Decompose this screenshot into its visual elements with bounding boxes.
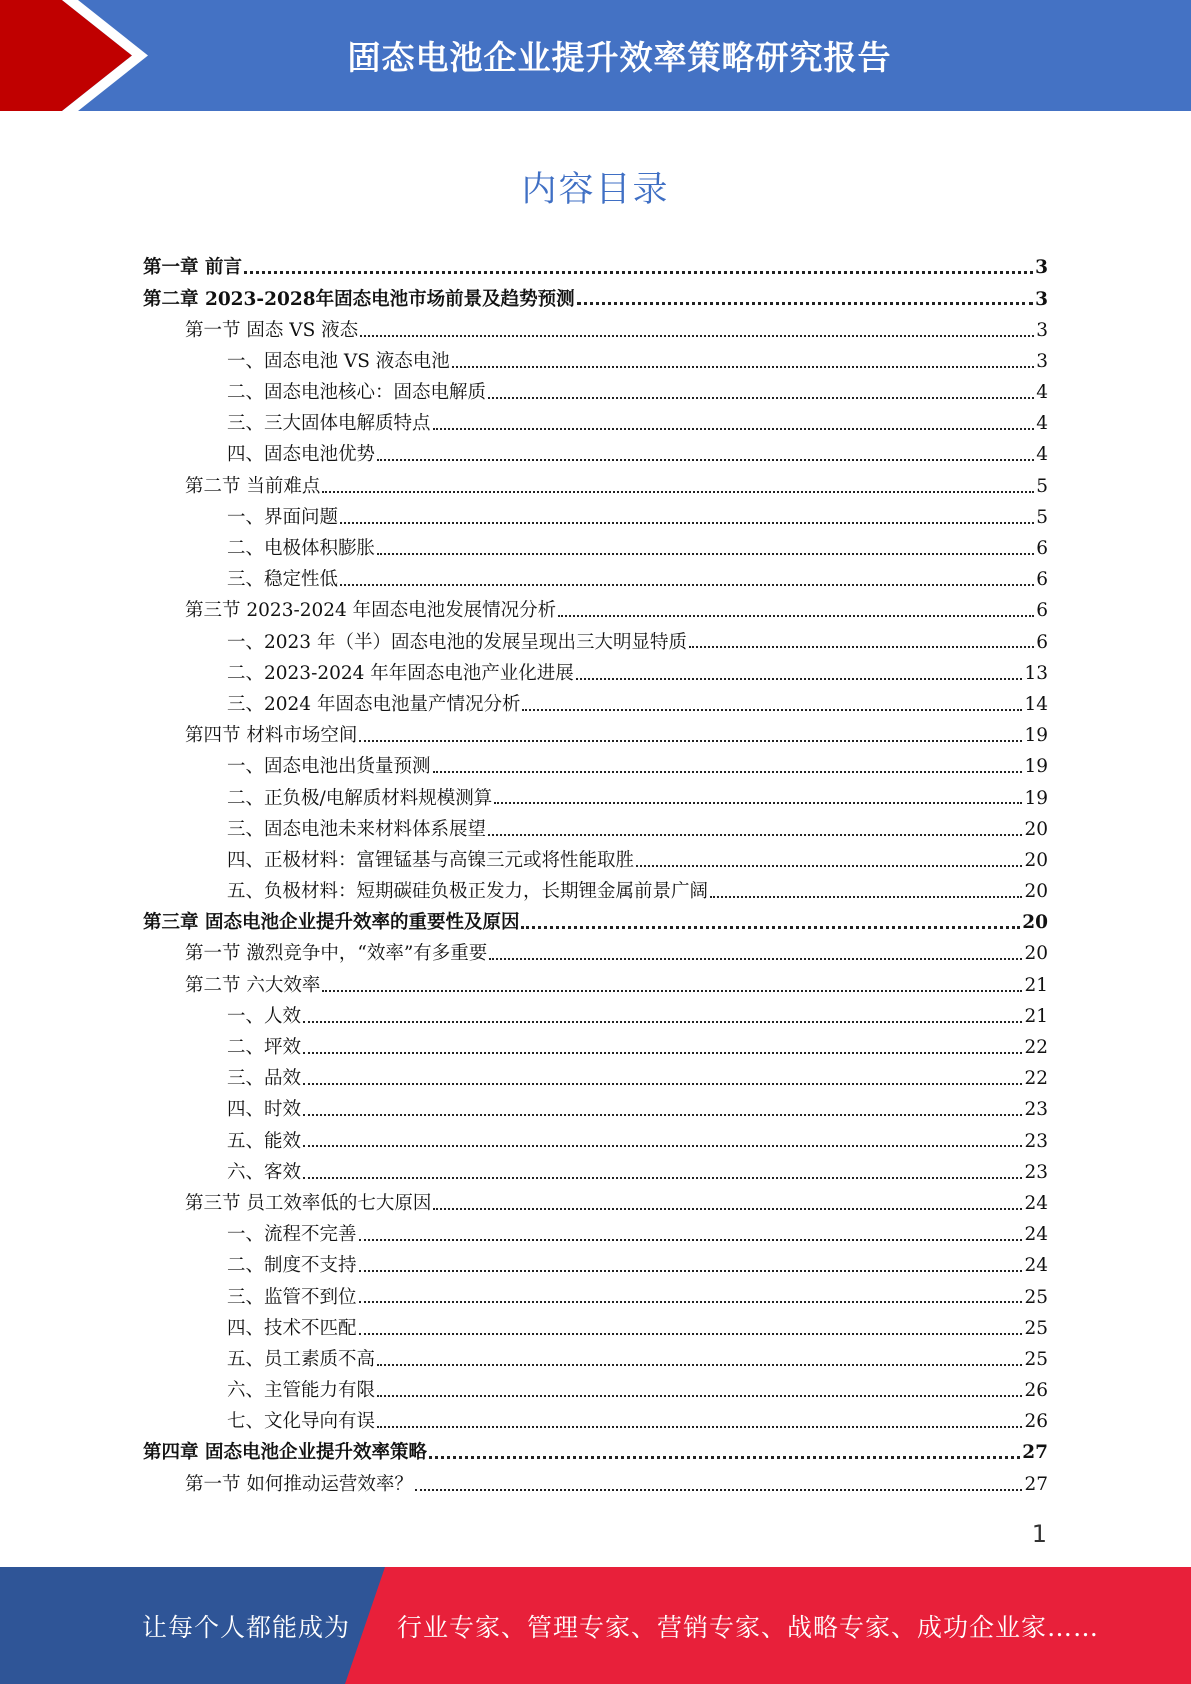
toc-entry-title: 一、固态电池出货量预测 bbox=[227, 756, 431, 778]
toc-entry-page: 27 bbox=[1024, 1473, 1048, 1495]
toc-entry[interactable] bbox=[143, 253, 1048, 284]
toc-entry-title: 一、流程不完善 bbox=[227, 1224, 357, 1246]
toc-entry-page: 20 bbox=[1022, 912, 1048, 934]
toc-dot-leader bbox=[488, 396, 1034, 399]
toc-entry-title: 四、正极材料：富锂锰基与高镍三元或将性能取胜 bbox=[227, 849, 635, 871]
toc-entry-title: 三、稳定性低 bbox=[227, 569, 339, 591]
toc-entry[interactable] bbox=[143, 970, 1048, 1001]
toc-dot-leader bbox=[303, 1082, 1022, 1085]
toc-dot-leader bbox=[359, 739, 1022, 742]
toc-entry-title: 三、监管不到位 bbox=[227, 1286, 357, 1308]
toc-dot-leader bbox=[322, 490, 1034, 493]
toc-entry-title: 五、负极材料：短期碳硅负极正发力，长期锂金属前景广阔 bbox=[227, 881, 709, 903]
toc-dot-leader bbox=[359, 1238, 1023, 1241]
toc-entry[interactable] bbox=[143, 1469, 1048, 1500]
toc-dot-leader bbox=[303, 1113, 1022, 1116]
toc-entry-page: 5 bbox=[1036, 506, 1048, 528]
toc-entry-title: 二、电极体积膨胀 bbox=[227, 538, 376, 560]
toc-entry-page: 3 bbox=[1036, 350, 1048, 372]
toc-dot-leader bbox=[415, 1488, 1023, 1491]
toc-dot-leader bbox=[636, 864, 1022, 867]
toc-entry[interactable] bbox=[143, 1157, 1048, 1188]
toc-entry-title: 一、固态电池 VS 液态电池 bbox=[227, 350, 450, 372]
toc-entry-title: 第一节 激烈竞争中，“效率”有多重要 bbox=[185, 943, 488, 965]
toc-entry-page: 25 bbox=[1024, 1348, 1048, 1370]
toc-entry[interactable] bbox=[143, 1095, 1048, 1126]
table-of-contents bbox=[143, 253, 1048, 1501]
toc-entry-title: 三、品效 bbox=[227, 1068, 302, 1090]
toc-entry[interactable] bbox=[143, 752, 1048, 783]
toc-entry-title: 第二章 2023-2028年固态电池市场前景及趋势预测 bbox=[143, 288, 575, 310]
toc-entry-title: 第二节 六大效率 bbox=[185, 974, 321, 996]
toc-entry[interactable] bbox=[143, 1251, 1048, 1282]
toc-entry-page: 24 bbox=[1024, 1224, 1048, 1246]
toc-entry[interactable] bbox=[143, 908, 1048, 939]
footer-band bbox=[0, 1567, 1191, 1684]
toc-entry-page: 23 bbox=[1024, 1099, 1048, 1121]
toc-entry-title: 第三章 固态电池企业提升效率的重要性及原因 bbox=[143, 912, 520, 934]
toc-entry-title: 第三节 2023-2024 年固态电池发展情况分析 bbox=[185, 600, 557, 622]
toc-dot-leader bbox=[322, 989, 1022, 992]
toc-entry-page: 26 bbox=[1024, 1380, 1048, 1402]
toc-entry[interactable] bbox=[143, 1064, 1048, 1095]
toc-entry[interactable] bbox=[143, 409, 1048, 440]
toc-entry[interactable] bbox=[143, 1438, 1048, 1469]
toc-dot-leader bbox=[340, 521, 1034, 524]
toc-entry-page: 23 bbox=[1024, 1161, 1048, 1183]
toc-entry[interactable] bbox=[143, 690, 1048, 721]
toc-entry-title: 二、2023-2024 年年固态电池产业化进展 bbox=[227, 662, 574, 684]
toc-entry-page: 3 bbox=[1035, 288, 1048, 310]
footer-slogan-left: 让每个人都能成为 bbox=[142, 1612, 351, 1642]
toc-dot-leader bbox=[489, 957, 1022, 960]
toc-dot-leader bbox=[429, 1455, 1020, 1459]
toc-entry-title: 第四章 固态电池企业提升效率策略 bbox=[143, 1442, 427, 1464]
footer-slogan-right: 行业专家、管理专家、营销专家、战略专家、成功企业家…… bbox=[397, 1612, 1100, 1642]
toc-dot-leader bbox=[710, 895, 1022, 898]
toc-entry-title: 二、正负极/电解质材料规模测算 bbox=[227, 787, 493, 809]
toc-dot-leader bbox=[244, 270, 1033, 274]
toc-entry[interactable] bbox=[143, 284, 1048, 315]
toc-entry-page: 22 bbox=[1024, 1037, 1048, 1059]
toc-dot-leader bbox=[576, 677, 1023, 680]
toc-entry-title: 一、界面问题 bbox=[227, 506, 339, 528]
toc-entry[interactable] bbox=[143, 1033, 1048, 1064]
toc-entry[interactable] bbox=[143, 939, 1048, 970]
toc-entry[interactable] bbox=[143, 565, 1048, 596]
toc-dot-leader bbox=[303, 1144, 1022, 1147]
toc-entry[interactable] bbox=[143, 347, 1048, 378]
toc-dot-leader bbox=[377, 458, 1034, 461]
toc-entry-page: 26 bbox=[1024, 1411, 1048, 1433]
toc-entry-title: 一、人效 bbox=[227, 1005, 302, 1027]
toc-entry-title: 七、文化导向有误 bbox=[227, 1411, 376, 1433]
toc-entry-title: 二、坪效 bbox=[227, 1037, 302, 1059]
toc-entry-page: 21 bbox=[1024, 974, 1048, 996]
toc-entry-page: 24 bbox=[1024, 1255, 1048, 1277]
toc-entry[interactable] bbox=[143, 1002, 1048, 1033]
toc-dot-leader bbox=[577, 301, 1034, 305]
toc-entry-page: 19 bbox=[1024, 756, 1048, 778]
toc-dot-leader bbox=[433, 770, 1023, 773]
toc-dot-leader bbox=[522, 708, 1022, 711]
toc-entry-title: 三、固态电池未来材料体系展望 bbox=[227, 818, 487, 840]
toc-dot-leader bbox=[521, 925, 1020, 929]
toc-entry[interactable] bbox=[143, 378, 1048, 409]
toc-entry-title: 一、2023 年（半）固态电池的发展呈现出三大明显特质 bbox=[227, 631, 687, 653]
toc-entry[interactable] bbox=[143, 471, 1048, 502]
toc-entry-page: 20 bbox=[1024, 849, 1048, 871]
toc-dot-leader bbox=[359, 1269, 1023, 1272]
toc-entry-page: 3 bbox=[1036, 319, 1048, 341]
toc-entry-page: 19 bbox=[1024, 725, 1048, 747]
toc-entry-page: 20 bbox=[1024, 818, 1048, 840]
toc-entry-title: 三、三大固体电解质特点 bbox=[227, 413, 431, 435]
toc-entry-page: 27 bbox=[1022, 1442, 1048, 1464]
toc-entry-page: 4 bbox=[1036, 413, 1048, 435]
toc-dot-leader bbox=[377, 1425, 1022, 1428]
toc-entry[interactable] bbox=[143, 1126, 1048, 1157]
toc-entry-title: 二、制度不支持 bbox=[227, 1255, 357, 1277]
toc-entry-title: 五、能效 bbox=[227, 1130, 302, 1152]
toc-entry-page: 13 bbox=[1024, 662, 1048, 684]
toc-dot-leader bbox=[433, 427, 1035, 430]
toc-dot-leader bbox=[452, 365, 1034, 368]
toc-entry-page: 4 bbox=[1036, 382, 1048, 404]
toc-entry-title: 四、时效 bbox=[227, 1099, 302, 1121]
toc-dot-leader bbox=[433, 1207, 1022, 1210]
toc-entry[interactable] bbox=[143, 846, 1048, 877]
toc-dot-leader bbox=[340, 583, 1034, 586]
toc-entry-title: 六、客效 bbox=[227, 1161, 302, 1183]
toc-heading: 内容目录 bbox=[521, 170, 670, 210]
toc-entry-page: 20 bbox=[1024, 943, 1048, 965]
page-number: 1 bbox=[1031, 1520, 1047, 1548]
toc-entry[interactable] bbox=[143, 1282, 1048, 1313]
toc-entry-page: 20 bbox=[1024, 881, 1048, 903]
toc-dot-leader bbox=[494, 801, 1022, 804]
toc-entry-page: 24 bbox=[1024, 1192, 1048, 1214]
toc-entry-page: 6 bbox=[1036, 538, 1048, 560]
toc-entry-title: 第一章 前言 bbox=[143, 257, 242, 279]
toc-dot-leader bbox=[377, 1394, 1022, 1397]
toc-entry-page: 5 bbox=[1036, 475, 1048, 497]
toc-entry-page: 6 bbox=[1036, 569, 1048, 591]
toc-entry-title: 五、员工素质不高 bbox=[227, 1348, 376, 1370]
toc-entry[interactable] bbox=[143, 503, 1048, 534]
toc-dot-leader bbox=[359, 1332, 1023, 1335]
toc-dot-leader bbox=[377, 1363, 1022, 1366]
toc-entry-page: 6 bbox=[1036, 600, 1048, 622]
toc-entry[interactable] bbox=[143, 627, 1048, 658]
toc-entry-page: 19 bbox=[1024, 787, 1048, 809]
toc-dot-leader bbox=[377, 552, 1034, 555]
toc-entry[interactable] bbox=[143, 1407, 1048, 1438]
toc-dot-leader bbox=[558, 614, 1034, 617]
toc-entry-title: 三、2024 年固态电池量产情况分析 bbox=[227, 693, 521, 715]
toc-entry[interactable] bbox=[143, 1345, 1048, 1376]
toc-entry[interactable] bbox=[143, 315, 1048, 346]
toc-entry-title: 六、主管能力有限 bbox=[227, 1380, 376, 1402]
toc-entry[interactable] bbox=[143, 1220, 1048, 1251]
toc-entry[interactable] bbox=[143, 877, 1048, 908]
toc-entry-title: 第四节 材料市场空间 bbox=[185, 725, 358, 747]
toc-entry-page: 25 bbox=[1024, 1317, 1048, 1339]
toc-dot-leader bbox=[689, 645, 1034, 648]
toc-entry-title: 四、固态电池优势 bbox=[227, 444, 376, 466]
toc-entry[interactable] bbox=[143, 814, 1048, 845]
toc-entry-page: 22 bbox=[1024, 1068, 1048, 1090]
toc-entry[interactable] bbox=[143, 658, 1048, 689]
toc-entry[interactable] bbox=[143, 440, 1048, 471]
toc-entry-page: 6 bbox=[1036, 631, 1048, 653]
toc-entry-page: 14 bbox=[1024, 693, 1048, 715]
toc-dot-leader bbox=[360, 334, 1034, 337]
toc-dot-leader bbox=[303, 1176, 1022, 1179]
toc-entry-title: 第一节 固态 VS 液态 bbox=[185, 319, 359, 341]
toc-dot-leader bbox=[303, 1051, 1022, 1054]
toc-entry-page: 3 bbox=[1035, 257, 1048, 279]
toc-entry-page: 4 bbox=[1036, 444, 1048, 466]
toc-entry[interactable] bbox=[143, 721, 1048, 752]
toc-entry-title: 第三节 员工效率低的七大原因 bbox=[185, 1192, 432, 1214]
toc-entry[interactable] bbox=[143, 1376, 1048, 1407]
toc-entry-title: 四、技术不匹配 bbox=[227, 1317, 357, 1339]
toc-dot-leader bbox=[359, 1300, 1023, 1303]
toc-entry-title: 第一节 如何推动运营效率？ bbox=[185, 1473, 413, 1495]
toc-dot-leader bbox=[488, 833, 1022, 836]
header-band bbox=[0, 0, 1191, 111]
toc-entry-title: 二、固态电池核心：固态电解质 bbox=[227, 382, 487, 404]
toc-entry[interactable] bbox=[143, 534, 1048, 565]
toc-entry-page: 21 bbox=[1024, 1005, 1048, 1027]
toc-dot-leader bbox=[303, 1020, 1022, 1023]
toc-entry-page: 23 bbox=[1024, 1130, 1048, 1152]
toc-entry-page: 25 bbox=[1024, 1286, 1048, 1308]
toc-entry[interactable] bbox=[143, 596, 1048, 627]
toc-entry[interactable] bbox=[143, 783, 1048, 814]
toc-entry[interactable] bbox=[143, 1189, 1048, 1220]
toc-entry-title: 第二节 当前难点 bbox=[185, 475, 321, 497]
toc-entry[interactable] bbox=[143, 1313, 1048, 1344]
report-title: 固态电池企业提升效率策略研究报告 bbox=[347, 38, 892, 77]
